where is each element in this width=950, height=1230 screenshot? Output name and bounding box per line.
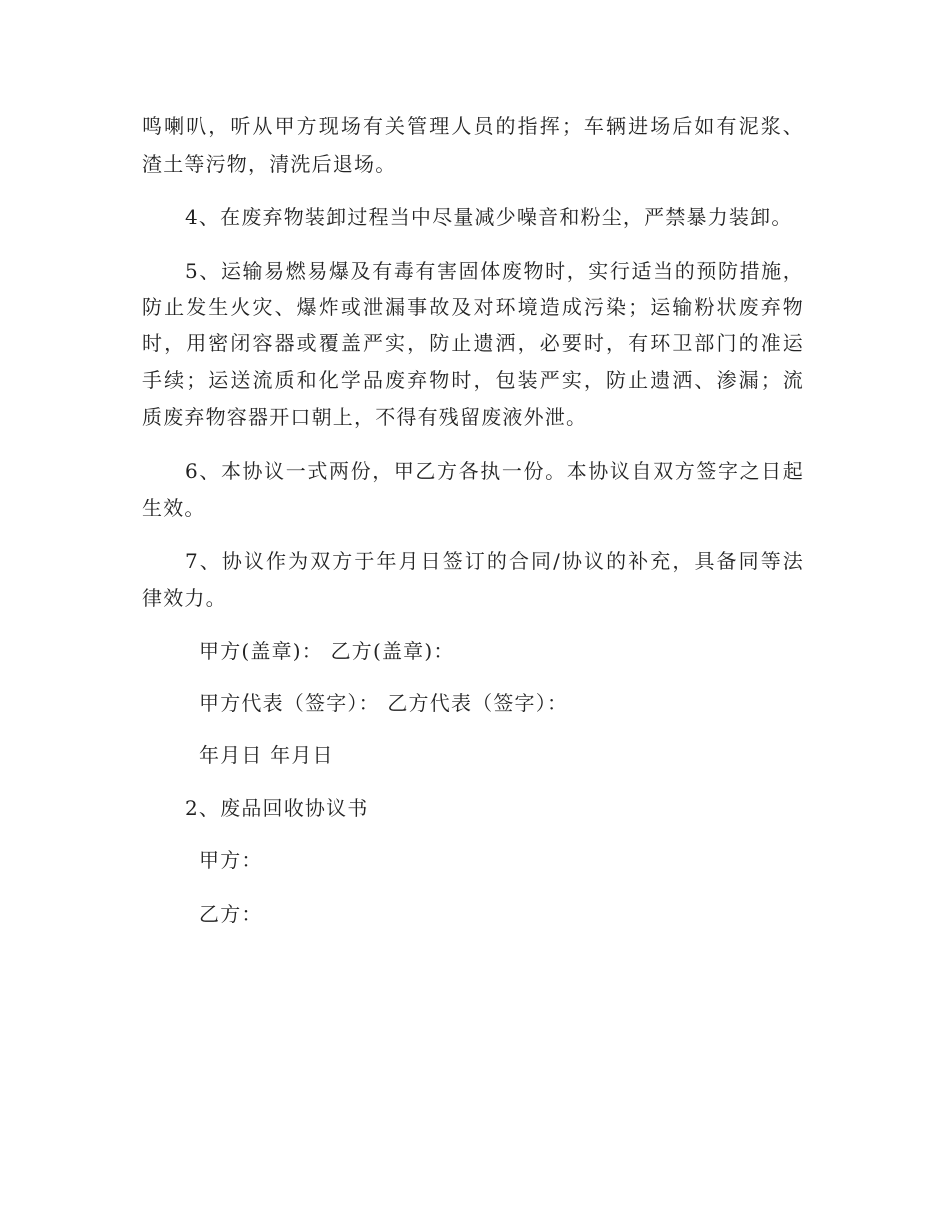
seal-line: 甲方(盖章)： 乙方(盖章)： <box>199 639 455 663</box>
paragraph-line: 质废弃物容器开口朝上，不得有残留废液外泄。 <box>142 405 588 429</box>
paragraph-line: 律效力。 <box>142 586 227 610</box>
party-b-line: 乙方： <box>199 902 263 926</box>
paragraph-line: 鸣喇叭，听从甲方现场有关管理人员的指挥；车辆进场后如有泥浆、 <box>142 114 804 138</box>
section-heading: 2、废品回收协议书 <box>185 796 369 820</box>
date-line: 年月日 年月日 <box>199 743 334 767</box>
paragraph-line: 防止发生火灾、爆炸或泄漏事故及对环境造成污染；运输粉状废弃物 <box>142 295 804 319</box>
party-a-line: 甲方： <box>199 848 263 872</box>
clause-5: 5、运输易燃易爆及有毒有害固体废物时，实行适当的预防措施， <box>185 259 804 283</box>
clause-4: 4、在废弃物装卸过程当中尽量减少噪音和粉尘，严禁暴力装卸。 <box>185 205 793 229</box>
paragraph-line: 时，用密闭容器或覆盖严实，防止遗洒，必要时，有环卫部门的准运 <box>142 331 804 355</box>
signature-line: 甲方代表（签字）： 乙方代表（签字）： <box>199 691 569 715</box>
paragraph-line: 生效。 <box>142 496 206 520</box>
clause-7: 7、协议作为双方于年月日签订的合同/协议的补充，具备同等法 <box>185 549 804 573</box>
paragraph-line: 手续；运送流质和化学品废弃物时，包装严实，防止遗洒、渗漏；流 <box>142 368 804 392</box>
clause-6: 6、本协议一式两份，甲乙方各执一份。本协议自双方签字之日起 <box>185 459 804 483</box>
paragraph-line: 渣土等污物，清洗后退场。 <box>142 152 397 176</box>
